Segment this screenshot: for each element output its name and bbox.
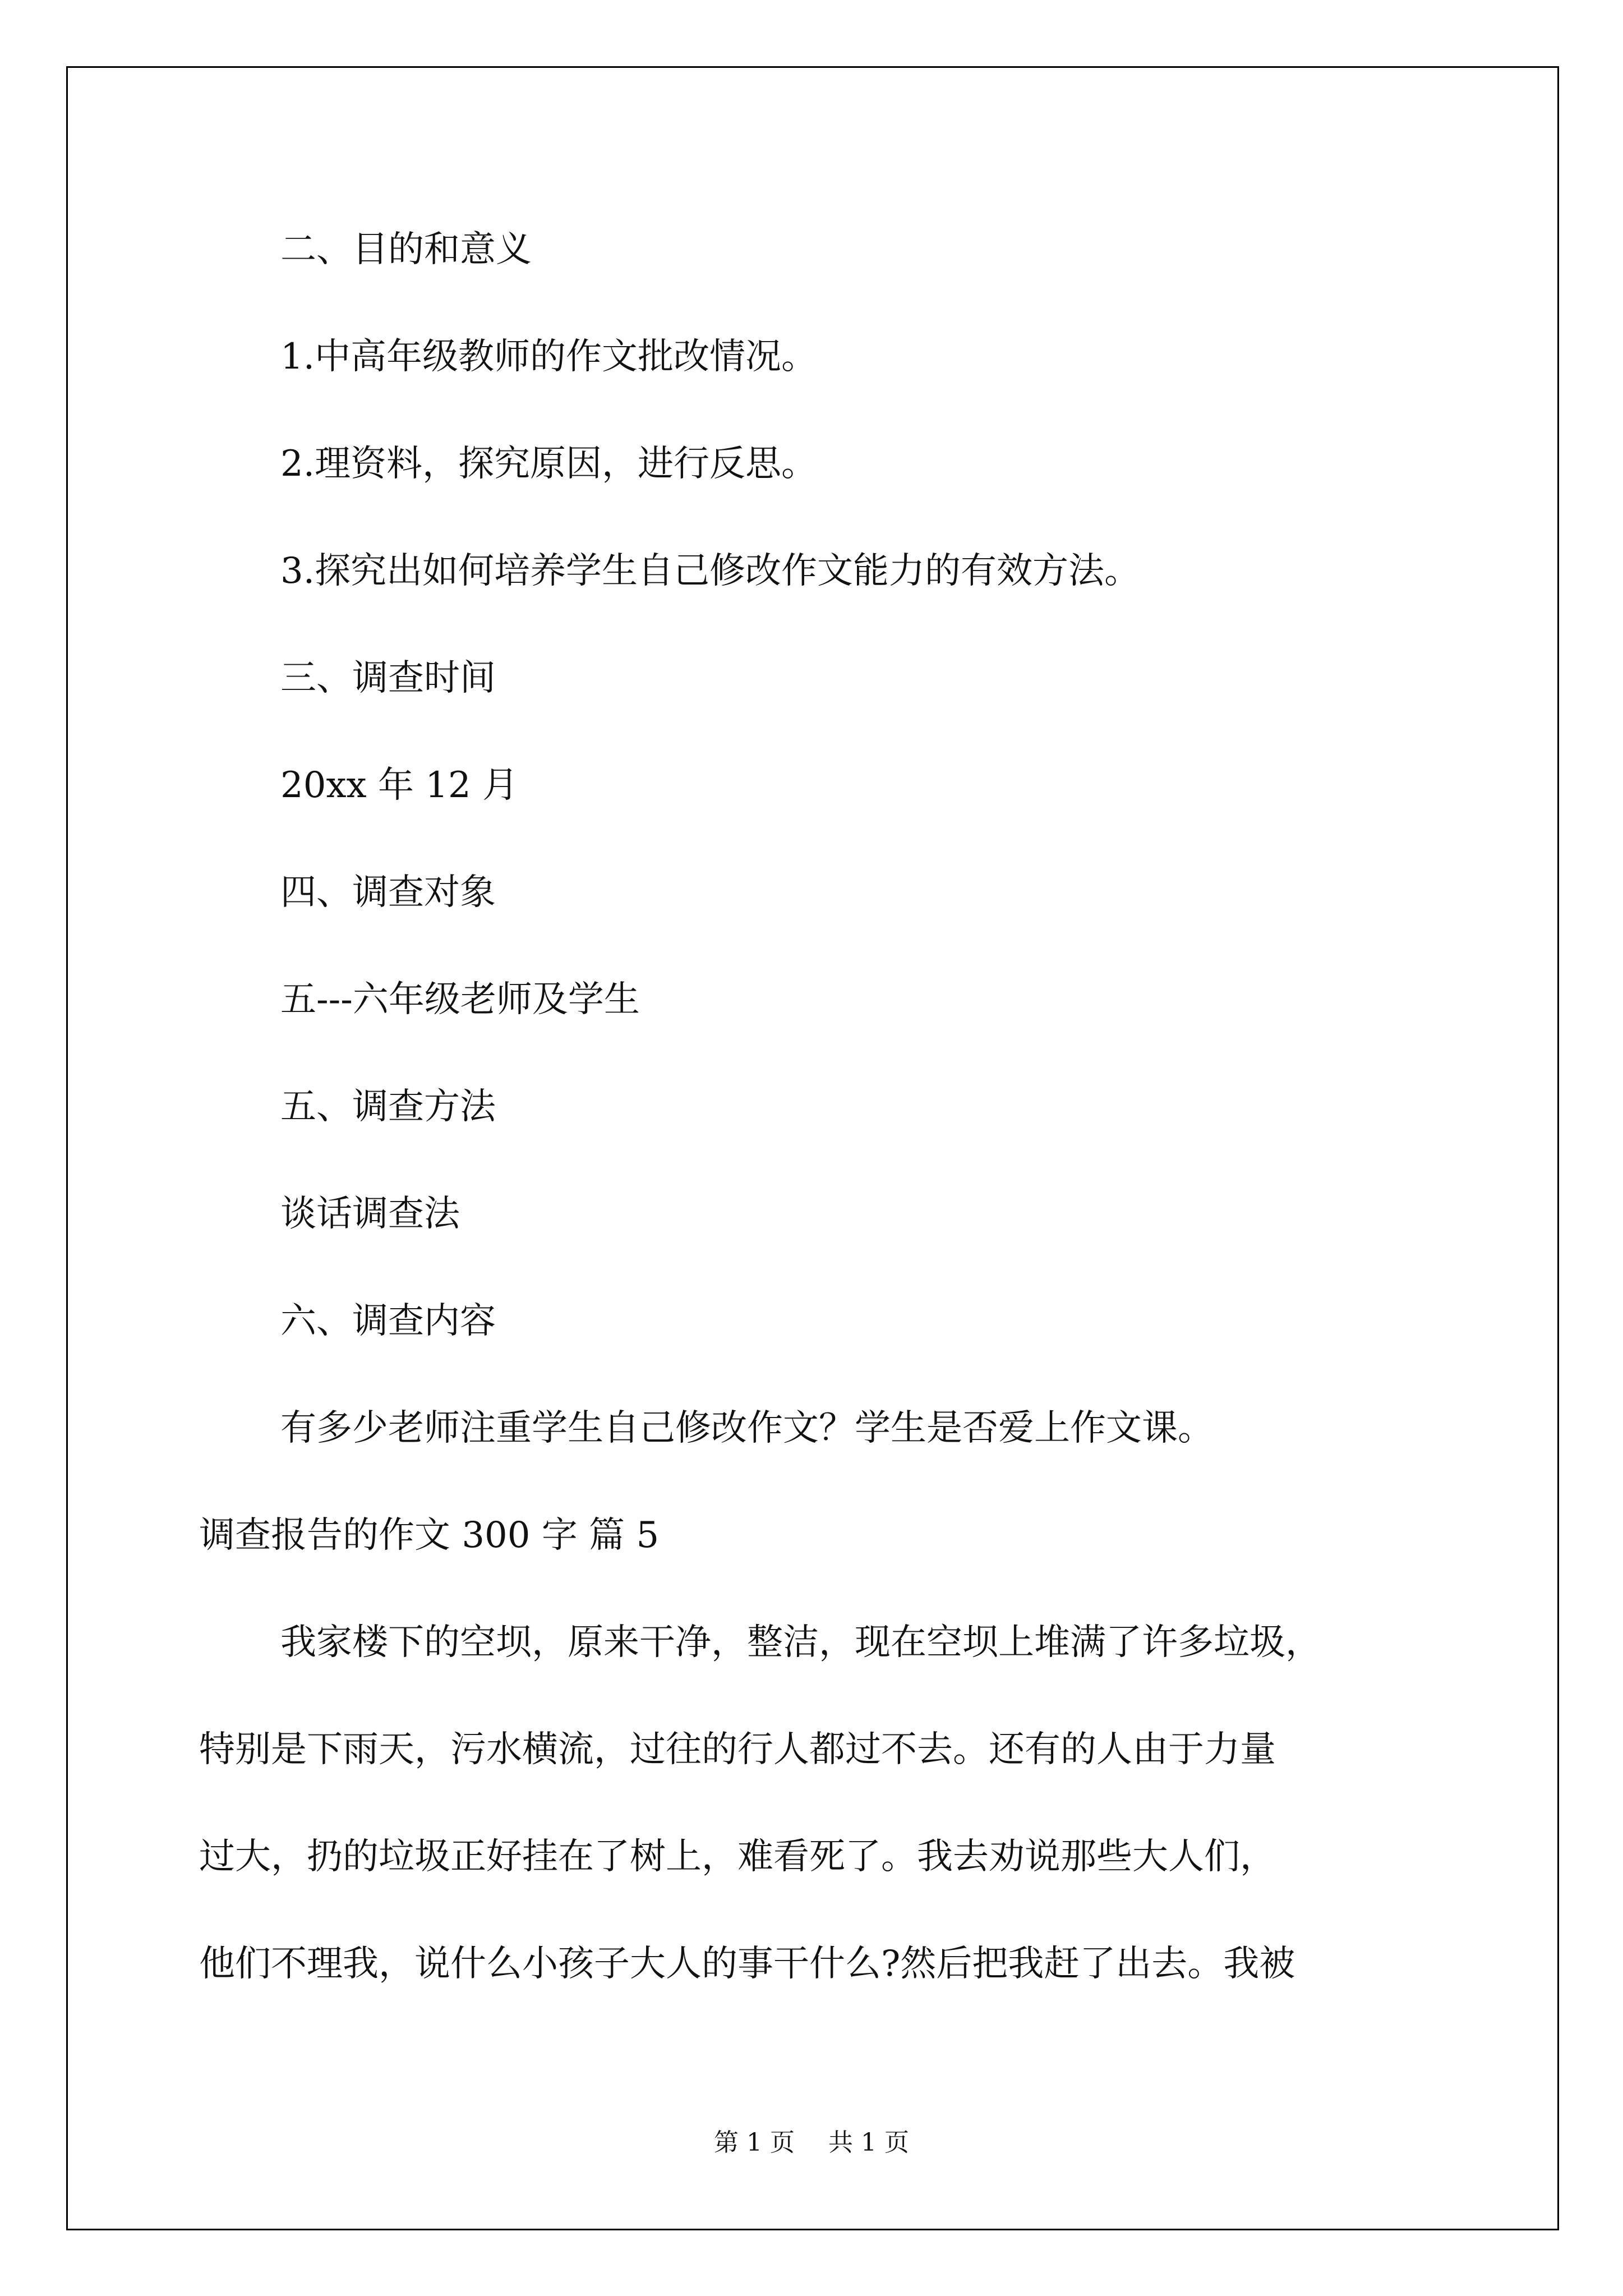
heading-survey-time: 三、调查时间 [280,657,496,699]
list-item-1: 1.中高年级教师的作文批改情况。 [280,336,818,378]
heading-survey-content: 六、调查内容 [280,1300,496,1342]
survey-method-value: 谈话调查法 [280,1193,460,1235]
paragraph-line-4: 他们不理我，说什么小孩子大人的事干什么?然后把我赶了出去。我被 [199,1943,1295,1985]
page-border [66,66,1559,2230]
survey-content-value: 有多少老师注重学生自己修改作文？学生是否爱上作文课。 [280,1407,1214,1449]
heading-purpose: 二、目的和意义 [280,229,532,270]
heading-survey-subjects: 四、调查对象 [280,872,496,913]
paragraph-line-2: 特别是下雨天，污水横流，过往的行人都过不去。还有的人由于力量 [199,1729,1276,1770]
page-footer [0,2126,1623,2160]
section-heading: 调查报告的作文 300 字 篇 5 [199,1515,660,1556]
paragraph-line-3: 过大，扔的垃圾正好挂在了树上，难看死了。我去劝说那些大人们， [199,1836,1276,1878]
list-item-2: 2.理资料，探究原因，进行反思。 [280,443,818,485]
heading-survey-method: 五、调查方法 [280,1086,496,1128]
survey-time-value: 20xx 年 12 月 [280,765,519,806]
survey-subjects-value: 五---六年级老师及学生 [280,979,640,1020]
page-total: 共 1 页 [828,2128,909,2157]
list-item-3: 3.探究出如何培养学生自己修改作文能力的有效方法。 [280,550,1141,592]
page-number: 第 1 页 [714,2128,795,2157]
paragraph-line-1: 我家楼下的空坝，原来干净，整洁，现在空坝上堆满了许多垃圾， [280,1622,1321,1663]
